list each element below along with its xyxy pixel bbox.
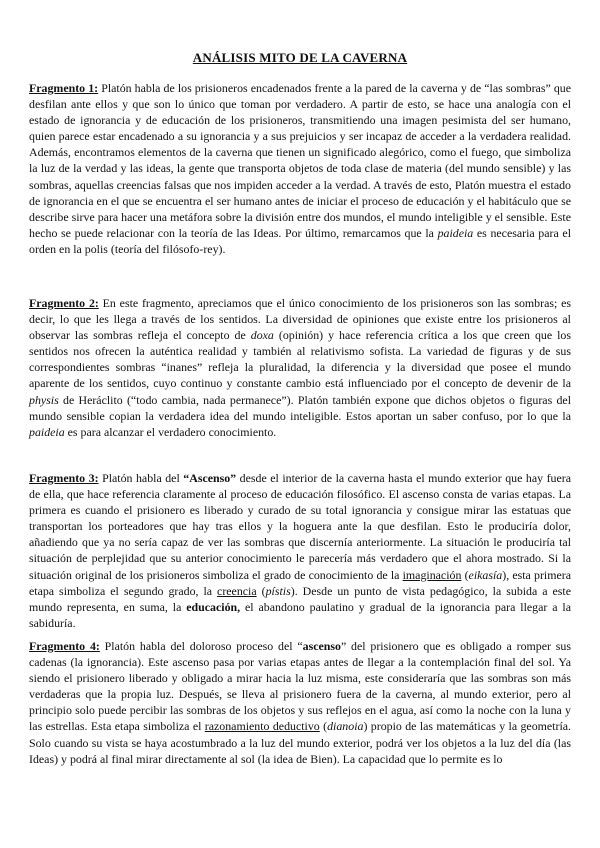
fragment-3-paragraph bbox=[29, 470, 571, 631]
fragment-3-text: imaginación bbox=[402, 567, 462, 582]
fragment-3-text: ). Desde un punto de vista pedagógico, la subida a este mundo representa, en suma, la bbox=[29, 583, 572, 614]
fragment-4-paragraph bbox=[29, 638, 571, 767]
fragment-2-text: (opinión) y hace referencia crítica a los que creen que los sentidos nos ofrecen la auténtica realidad y también al relativismo sofista. La variedad de figuras y de sus correspondientes sombras “inanes” refleja la pluralidad, la diferencia y la diversidad que posee el mundo aparente de los sentidos, cuyo continuo y constante cambio está influenciado por el concepto de devenir de la bbox=[29, 328, 571, 391]
fragment-3-body bbox=[29, 471, 571, 630]
fragment-2-text: physis bbox=[29, 392, 59, 407]
fragment-4-text: ascenso bbox=[302, 639, 341, 653]
fragment-2-text: En este fragmento, apreciamos que el único conocimiento de los prisioneros son las sombras; es decir, lo que les llega a través de los sentidos. La diversidad de opiniones que existe entre los prisioneros al observar las sombras refleja el concepto de bbox=[29, 296, 571, 343]
fragment-3-text: ( bbox=[461, 567, 469, 582]
fragment-3-label: Fragmento 3: bbox=[29, 471, 99, 485]
fragment-1-label: Fragmento 1: bbox=[29, 81, 99, 95]
fragment-2-label: Fragmento 2: bbox=[29, 296, 99, 310]
document-title: ANÁLISIS MITO DE LA CAVERNA bbox=[192, 50, 408, 65]
fragment-1-text: Platón habla de los prisioneros encadenados frente a la pared de la caverna y de “las sombras” que desfilan ante ellos y que son lo único que toman por verdadero. A partir de esto, se hace una analogía con el estado de ignorancia y de educación de los prisioneros, transmitiendo una imagen pesimista del ser humano, quien parece estar encadenado a su ignorancia y a sus prejuicios y ser incapaz de acceder a la verdadera realidad. Además, encontramos elementos de la caverna que tienen un significado alegórico, como el fuego, que simboliza la luz de la verdad y las ideas, la gente que transporta objetos de toda clase de materia (del mundo sensible) y las sombras, aquellas creencias falsas que nos impiden acceder a la verdad. A través de esto, Platón muestra el estado de ignorancia en el que se encuentra el ser humano antes de iniciar el proceso de educación y el habitáculo que se describe sirve para hacer una metáfora sobre la división entre dos mundos, el mundo inteligible y el sensible. Este hecho se puede relacionar con la teoría de las Ideas. Por último, remarcamos que la bbox=[29, 81, 571, 240]
fragment-4-label: Fragmento 4: bbox=[29, 639, 100, 653]
fragment-3-text: “Ascenso” bbox=[183, 471, 237, 485]
fragment-2-paragraph bbox=[29, 295, 571, 440]
fragment-2-text: doxa bbox=[250, 328, 274, 343]
fragment-3-text: Platón habla del bbox=[98, 471, 184, 485]
fragment-3-text: ( bbox=[256, 583, 266, 598]
fragment-4-text: ) propio de las matemáticas y la geometría. Solo cuando su vista se haya acostumbrado a la luz del mundo exterior, podrá ver los objetos a la luz del día (las Ideas) y podrá al final mirar directamente al sol (la idea de Bien). La capacidad que lo permite es lo bbox=[29, 719, 571, 766]
fragment-3-text: ), esta primera etapa simboliza el segundo grado, la bbox=[29, 567, 571, 598]
fragment-1-text: es necesaria para el orden en la polis (teoría del filósofo-rey). bbox=[29, 225, 571, 256]
fragment-1-paragraph bbox=[29, 80, 571, 257]
fragment-2-body bbox=[29, 296, 571, 439]
fragment-3-text: creencia bbox=[217, 583, 257, 598]
fragment-2-text: de Heráclito (“todo cambia, nada permanece”). Platón también expone que dichos objetos o figuras del mundo sensible copian la verdadera idea del mundo inteligible. Estos aportan un saber confuso, por lo que la bbox=[29, 392, 571, 423]
fragment-3-text: el abandono paulatino y gradual de la ignorancia para llegar a la sabiduría. bbox=[29, 599, 572, 630]
fragment-4-body bbox=[29, 639, 571, 766]
fragment-1-text: paideia bbox=[437, 225, 474, 240]
fragment-4-text: ( bbox=[319, 719, 328, 734]
fragment-3-text: educación, bbox=[186, 599, 241, 614]
fragment-4-text: Platón habla del doloroso proceso del “ bbox=[99, 639, 303, 653]
fragment-1-body bbox=[29, 81, 571, 256]
fragment-3-text: desde el interior de la caverna hasta el mundo exterior que hay fuera de ella, que hace referencia claramente al proceso de educación filosófico. El ascenso consta de varias etapas. La primera es cuando el prisionero es liberado y curado de su total ignorancia y consigue mirar las estatuas que transportan los porteadores que hay tras ellos y la hoguera ante la que desfilan. Esto le produciría dolor, añadiendo que ya no sería capaz de ver las sombras que discernía anteriormente. La situación le produciría tal situación de perplejidad que su anterior conocimiento le parecería más verdadero que el ahora mostrado. Si la situación original de los prisioneros simboliza el grado de conocimiento de la bbox=[29, 471, 571, 582]
fragment-4-text: dianoia bbox=[327, 719, 364, 734]
fragment-3-text: eikasía bbox=[468, 567, 503, 582]
fragment-4-text: razonamiento deductivo bbox=[204, 719, 320, 734]
fragment-4-text: ” del prisionero que es obligado a romper sus cadenas (la ignorancia). Este ascenso pasa por varias etapas antes de llegar a la contemplación final del sol. Ya siendo el prisionero liberado y obligado a mirar hacia la luz misma, este consideraría que las sombras son más verdaderas que la propia luz. Después, se lleva al prisionero fuera de la caverna, al mundo exterior, pero al principio solo puede percibir las sombras de los objetos y sus reflejos en el agua, así como la noche con la luna y las estrellas. Esta etapa simboliza el bbox=[29, 639, 571, 734]
fragment-3-text: pístis bbox=[265, 583, 291, 598]
fragment-2-text: paideia bbox=[29, 424, 65, 439]
fragment-2-text: es para alcanzar el verdadero conocimiento. bbox=[64, 424, 277, 439]
